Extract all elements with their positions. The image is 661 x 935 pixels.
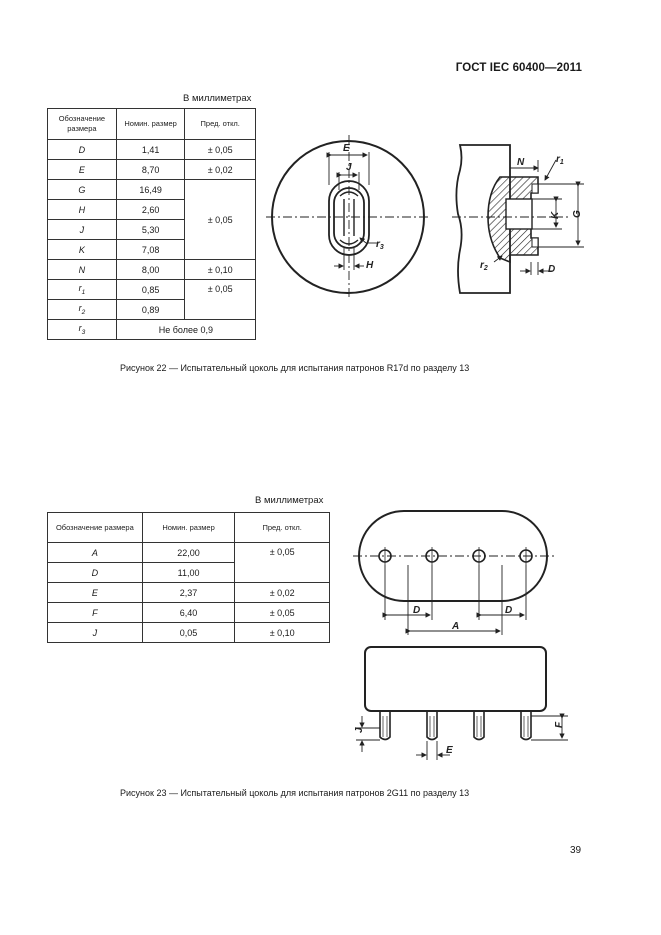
cell-nominal: 2,60 [116,200,185,220]
cell-nominal: 2,37 [142,583,235,603]
page-number: 39 [570,845,582,856]
cell-symbol: E [48,583,143,603]
cell-nominal: 16,49 [116,180,185,200]
label-J: J [346,162,352,173]
table-row [48,623,330,643]
fig23-side-view-drawing [365,647,546,740]
label-J-fig23: J [354,727,365,733]
table-header-row [48,513,330,543]
label-K: K [550,211,561,219]
fig23-top-view-drawing [353,511,555,601]
cell-nominal: 0,85 [116,280,185,300]
cell-nominal: 8,70 [116,160,185,180]
centerlines [266,135,430,300]
col-header-tolerance: Пред. откл. [235,513,330,543]
dimension-table-fig23 [47,512,330,643]
cell-symbol: D [48,563,143,583]
cell-tolerance: ± 0,02 [235,583,330,603]
cell-nominal-merged: Не более 0,9 [116,320,255,340]
table-row [48,583,330,603]
label-F: F [554,721,565,728]
col-header-nominal: Номин. размер [116,109,185,140]
cell-nominal: 22,00 [142,543,235,563]
caption-fig22: Рисунок 22 — Испытательный цоколь для испытания патронов R17d по разделу 13 [120,363,470,373]
label-A: A [452,621,460,632]
slot-outline [329,181,369,255]
cell-nominal: 11,00 [142,563,235,583]
cell-symbol: K [48,240,117,260]
cell-tolerance: ± 0,05 [185,140,256,160]
cell-nominal: 7,08 [116,240,185,260]
cell-symbol: J [48,220,117,240]
cell-nominal: 0,89 [116,300,185,320]
col-header-designation: Обозначение размера [48,109,117,140]
cell-symbol: N [48,260,117,280]
cell-tolerance-merged: ± 0,05 [185,180,256,260]
label-N: N [517,157,525,168]
col-header-nominal: Номин. размер [142,513,235,543]
table-row [48,603,330,623]
cell-tolerance: ± 0,05 [235,603,330,623]
cell-tolerance: ± 0,02 [185,160,256,180]
cell-symbol: $r_1$ [48,280,117,300]
label-E-fig23: E [446,745,453,756]
cell-tolerance-merged: ± 0,05 [235,543,330,583]
label-r3: $r_3$ [376,239,384,251]
cell-nominal: 5,30 [116,220,185,240]
cell-tolerance-merged: ± 0,05 [185,280,256,320]
label-H: H [366,260,374,271]
col-header-tolerance: Пред. откл. [185,109,256,140]
col-header-designation: Обозначение размера [48,513,143,543]
cell-symbol: $r_3$ [48,320,117,340]
standard-header: ГОСТ IEC 60400—2011 [455,62,582,74]
label-r1: $r_1$ [556,154,564,166]
caption-fig23: Рисунок 23 — Испытательный цоколь для испытания патронов 2G11 по разделу 13 [120,788,470,798]
cell-symbol: G [48,180,117,200]
cell-nominal: 0,05 [142,623,235,643]
cell-tolerance: ± 0,10 [185,260,256,280]
cell-nominal: 1,41 [116,140,185,160]
cell-symbol: F [48,603,143,623]
cell-symbol: H [48,200,117,220]
units-note-fig22: В миллиметрах [183,93,252,104]
cell-nominal: 6,40 [142,603,235,623]
cell-nominal: 8,00 [116,260,185,280]
label-D1: D [413,605,421,616]
table-row [48,543,330,563]
label-D: D [548,264,556,275]
cell-tolerance: ± 0,10 [235,623,330,643]
cell-symbol: A [48,543,143,563]
cell-symbol: $r_2$ [48,300,117,320]
label-D2: D [505,605,513,616]
label-G: G [572,210,583,218]
label-E: E [343,143,350,154]
cell-symbol: J [48,623,143,643]
cell-symbol: E [48,160,117,180]
label-r2: $r_2$ [480,260,488,272]
units-note-fig23: В миллиметрах [255,495,324,506]
cell-symbol: D [48,140,117,160]
